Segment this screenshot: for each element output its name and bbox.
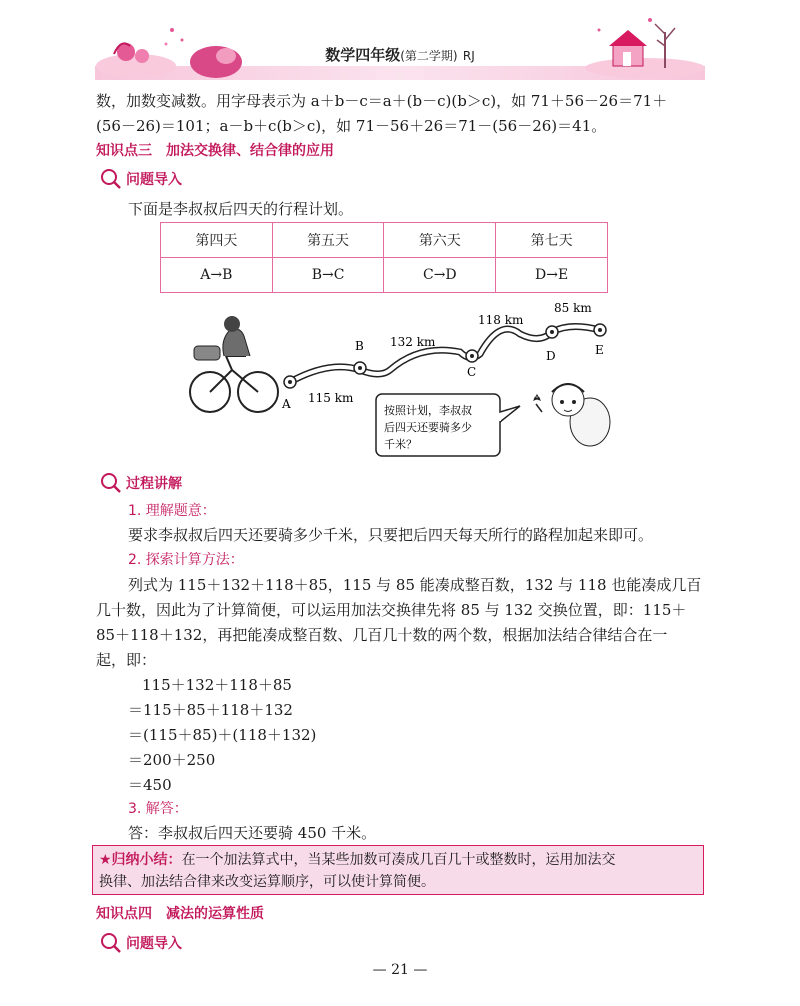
magnifier-icon [100, 168, 122, 190]
tag-intro-2-label: 问题导入 [126, 936, 182, 952]
step1-title: 1. 理解题意： [128, 503, 216, 519]
calc-line-4: ＝200＋250 [128, 751, 216, 769]
plan-header-cell: 第五天 [272, 223, 384, 258]
tag-intro [100, 168, 182, 190]
magnifier-icon [100, 472, 122, 494]
point-label: C [467, 365, 477, 379]
speech-bubble [376, 394, 520, 456]
tag-process [100, 472, 182, 494]
plan-header-cell: 第七天 [496, 223, 608, 258]
plan-header-cell: 第四天 [161, 223, 273, 258]
distance-label: 132 km [390, 335, 436, 349]
route-illustration [180, 300, 620, 460]
speech-line: 千米？ [384, 438, 417, 451]
route-point-b [354, 339, 366, 374]
summary-text-2: 换律、加法结合律来改变运算顺序，可以使计算简便。 [99, 874, 435, 890]
step3-title: 3. 解答： [128, 801, 188, 817]
route-point-d [546, 326, 558, 363]
step3-text: 答：李叔叔后四天还要骑 450 千米。 [128, 824, 377, 842]
header-title: 数学四年级(第二学期) RJ [325, 46, 475, 64]
calc-line-5: ＝450 [128, 776, 172, 794]
point-label: E [595, 343, 604, 357]
plan-table [160, 222, 608, 293]
plan-table-route-row [161, 258, 608, 293]
route-point-e [594, 324, 606, 357]
route-point-a [281, 376, 296, 411]
section3-title: 知识点三 加法交换律、结合律的应用 [96, 143, 334, 159]
distance-label: 85 km [554, 301, 592, 315]
speech-line: 后四天还要骑多少 [384, 421, 472, 434]
point-label: B [355, 339, 364, 353]
distance-label: 115 km [308, 391, 354, 405]
summary-box [92, 845, 704, 895]
tag-intro-label: 问题导入 [126, 172, 182, 188]
calc-line-1: 115＋132＋118＋85 [142, 676, 292, 694]
route-point-c [466, 350, 478, 379]
calc-line-2: ＝115＋85＋118＋132 [128, 701, 293, 719]
plan-route-cell: D→E [496, 258, 608, 293]
plan-header-cell: 第六天 [384, 223, 496, 258]
step2-line-1: 列式为 115＋132＋118＋85，115 与 85 能凑成整百数，132 与 118 也能凑成几百 [128, 576, 702, 594]
plan-route-cell: C→D [384, 258, 496, 293]
distance-label: 118 km [478, 313, 524, 327]
summary-line-1 [99, 849, 697, 871]
step2-title: 2. 探索计算方法： [128, 552, 244, 568]
step2-line-4: 起，即： [96, 651, 157, 669]
cyclist-illustration [190, 316, 278, 412]
plan-route-cell: B→C [272, 258, 384, 293]
intro-line-2: (56－26)＝101；a－b＋c(b＞c)，如 71－56＋26＝71－(56－26)＝41。 [96, 117, 607, 135]
point-label: A [282, 397, 291, 411]
plan-intro: 下面是李叔叔后四天的行程计划。 [128, 200, 354, 218]
step2-line-2: 几十数，因此为了计算简便，可以运用加法交换律先将 85 与 132 交换位置，即：115＋ [96, 601, 687, 619]
intro-line-1: 数，加数变减数。用字母表示为 a＋b－c＝a＋(b－c)(b＞c)，如 71＋56－26＝71＋ [96, 92, 668, 110]
speech-line: 按照计划，李叔叔 [384, 404, 472, 417]
plan-route-cell: A→B [161, 258, 273, 293]
fairy-illustration [534, 384, 610, 446]
page-number: — 21 — [372, 962, 428, 978]
calc-line-3: ＝(115＋85)＋(118＋132) [128, 726, 317, 744]
summary-text-1: 在一个加法算式中，当某些加数可凑成几百几十或整数时，运用加法交 [181, 852, 616, 868]
section4-title: 知识点四 减法的运算性质 [96, 906, 264, 922]
point-label: D [546, 349, 556, 363]
tag-process-label: 过程讲解 [126, 476, 182, 492]
step2-line-3: 85＋118＋132，再把能凑成整百数、几百几十数的两个数，根据加法结合律结合在一 [96, 626, 668, 644]
summary-label: ★归纳小结： [99, 852, 182, 868]
magnifier-icon [100, 932, 122, 954]
plan-table-header-row [161, 223, 608, 258]
tag-intro-2 [100, 932, 182, 954]
step1-text: 要求李叔叔后四天还要骑多少千米，只要把后四天每天所行的路程加起来即可。 [128, 526, 654, 544]
